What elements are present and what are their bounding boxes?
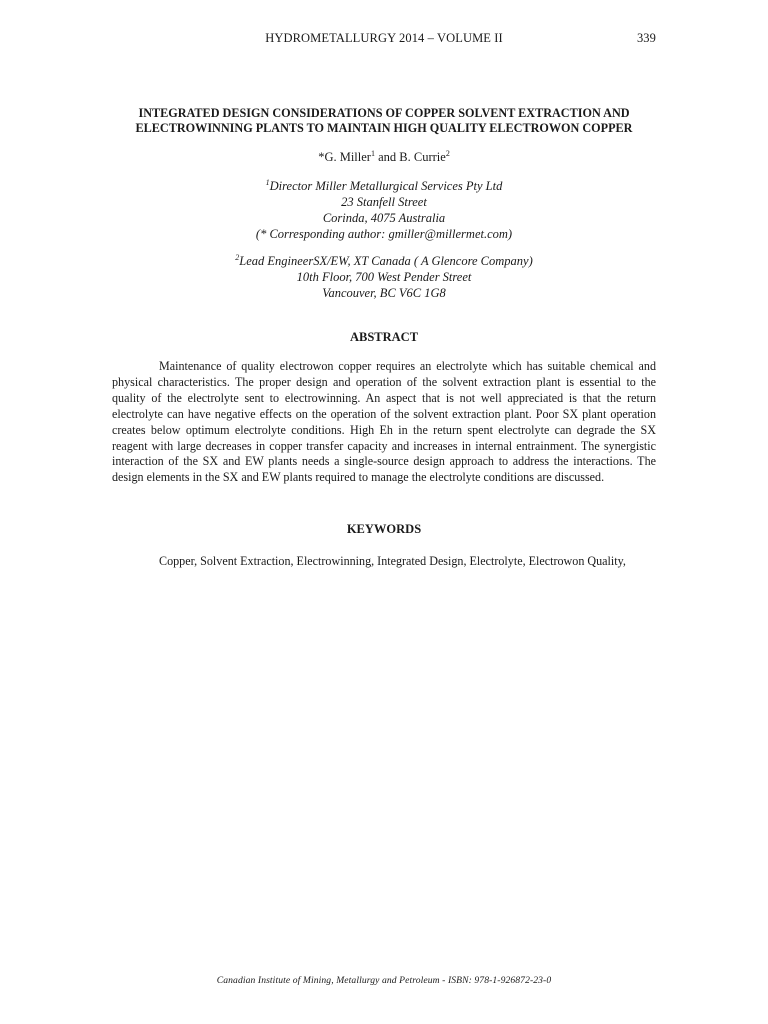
affiliation-mark: 2	[235, 253, 240, 262]
affiliation-line: Corinda, 4075 Australia	[322, 211, 446, 225]
affiliation-line: 10th Floor, 700 West Pender Street	[296, 270, 472, 284]
author-list	[112, 150, 656, 165]
journal-title: HYDROMETALLURGY 2014 – VOLUME II	[265, 31, 503, 45]
author-affiliation-mark: 2	[445, 149, 450, 158]
page-footer: Canadian Institute of Mining, Metallurgy and Petroleum - ISBN: 978-1-926872-23-0	[216, 975, 552, 986]
affiliation-line: Vancouver, BC V6C 1G8	[322, 286, 446, 300]
author-affiliation-mark: 1	[370, 149, 375, 158]
keywords-list: Copper, Solvent Extraction, Electrowinning, Integrated Design, Electrolyte, Electrowon Quality,	[159, 554, 626, 568]
affiliation-block-1	[112, 178, 656, 242]
abstract-heading: ABSTRACT	[349, 330, 419, 344]
affiliation-line: Director Miller Metallurgical Services Pty Ltd	[269, 179, 503, 193]
affiliation-line: 23 Stanfell Street	[341, 195, 427, 209]
author-connector: and	[374, 150, 400, 164]
paper-title-line-2: ELECTROWINNING PLANTS TO MAINTAIN HIGH QUALITY ELECTROWON COPPER	[135, 121, 633, 135]
paper-title	[112, 106, 656, 136]
affiliation-block-2	[112, 253, 656, 301]
corresponding-author-note: (* Corresponding author: gmiller@millermet.com)	[255, 227, 513, 241]
author-name: *G. Miller	[318, 150, 371, 164]
affiliation-mark: 1	[265, 178, 270, 187]
keywords-heading: KEYWORDS	[346, 522, 422, 536]
paper-title-line-1: INTEGRATED DESIGN CONSIDERATIONS OF COPPER SOLVENT EXTRACTION AND	[138, 106, 630, 120]
abstract-body: Maintenance of quality electrowon copper requires an electrolyte which has suitable chemical and physical characteristics. The proper design and operation of the solvent extraction plant is essential to the quality of the electrolyte sent to electrowinning. An aspect that is not well appreciated is that the return electrolyte can have negative effects on the operation of the solvent extraction plant. Poor SX plant operation creates below optimum electrolyte conditions. High Eh in the return spent electrolyte can degrade the SX reagent with large decreases in copper transfer capacity and increases in internal entrainment. The synergistic interaction of the SX and EW plants needs a single-source design approach to address the interactions. The design elements in the SX and EW plants required to manage the electrolyte conditions are discussed.	[112, 359, 656, 485]
affiliation-line: Lead EngineerSX/EW, XT Canada ( A Glencore Company)	[239, 254, 533, 268]
page-number: 339	[636, 31, 656, 45]
author-name: B. Currie	[399, 150, 446, 164]
